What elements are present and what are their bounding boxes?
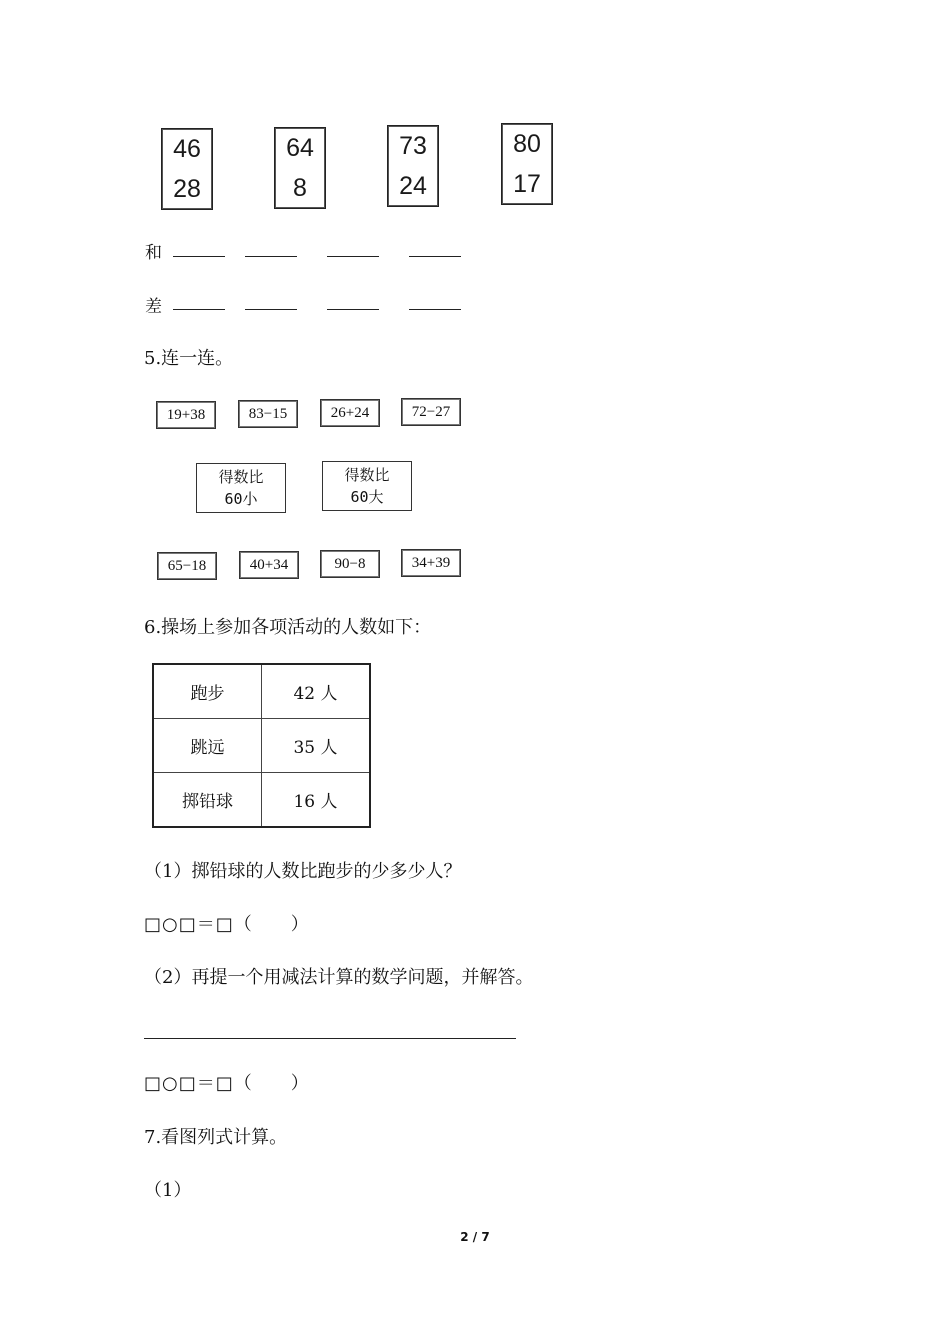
question-6-sub-2: （2）再提一个用减法计算的数学问题，并解答。 [144, 967, 534, 988]
card-top-number: 80 [513, 129, 541, 158]
category-line-2: 60小 [224, 490, 258, 508]
card-top-number: 64 [286, 133, 314, 162]
question-7-title: 7.看图列式计算。 [144, 1127, 288, 1148]
count-cell: 42 人 [262, 664, 371, 719]
question-5-title: 5.连一连。 [144, 348, 234, 369]
sum-label: 和 [145, 243, 162, 263]
diff-blank-3[interactable] [327, 309, 379, 310]
diff-label: 差 [145, 297, 162, 317]
diff-blank-4[interactable] [409, 309, 461, 310]
bottom-expression-3[interactable]: 90−8 [320, 550, 380, 578]
bottom-expression-1[interactable]: 65−18 [157, 552, 217, 580]
count-cell: 35 人 [262, 719, 371, 773]
bottom-expression-4[interactable]: 34+39 [401, 549, 461, 577]
sum-blank-3[interactable] [327, 256, 379, 257]
table-row [153, 664, 370, 719]
activity-cell: 跑步 [153, 664, 262, 719]
answer-formula-2[interactable]: □○□＝□（ ） [144, 1073, 310, 1094]
page-number: 2 / 7 [460, 1230, 490, 1244]
top-expression-4[interactable]: 72−27 [401, 398, 461, 426]
sum-blank-4[interactable] [409, 256, 461, 257]
diff-blank-1[interactable] [173, 309, 225, 310]
category-line-2: 60大 [350, 488, 384, 506]
activity-table [152, 663, 371, 828]
number-card-1 [161, 128, 213, 210]
category-line-1: 得数比 [218, 468, 264, 486]
top-expression-1[interactable]: 19+38 [156, 401, 216, 429]
sum-blank-1[interactable] [173, 256, 225, 257]
number-card-4 [501, 123, 553, 205]
question-answer-line[interactable] [144, 1038, 516, 1039]
top-expression-2[interactable]: 83−15 [238, 400, 298, 428]
number-card-2 [274, 127, 326, 209]
question-7-sub-1: （1） [144, 1180, 192, 1201]
number-card-3 [387, 125, 439, 207]
card-bottom-number: 17 [513, 169, 541, 198]
card-top-number: 73 [399, 131, 427, 160]
count-cell: 16 人 [262, 773, 371, 828]
top-expression-3[interactable]: 26+24 [320, 399, 380, 427]
diff-blank-2[interactable] [245, 309, 297, 310]
card-bottom-number: 8 [293, 173, 307, 202]
bottom-expression-2[interactable]: 40+34 [239, 551, 299, 579]
table-row [153, 773, 370, 828]
answer-formula-1[interactable]: □○□＝□（ ） [144, 914, 310, 935]
table-row [153, 719, 370, 773]
category-greater-than-60[interactable] [322, 461, 412, 511]
sum-blank-2[interactable] [245, 256, 297, 257]
card-bottom-number: 24 [399, 171, 427, 200]
category-line-1: 得数比 [344, 466, 390, 484]
category-less-than-60[interactable] [196, 463, 286, 513]
activity-cell: 掷铅球 [153, 773, 262, 828]
card-bottom-number: 28 [173, 174, 201, 203]
question-6-sub-1: （1）掷铅球的人数比跑步的少多少人？ [144, 861, 462, 882]
activity-cell: 跳远 [153, 719, 262, 773]
card-top-number: 46 [173, 134, 201, 163]
question-6-title: 6.操场上参加各项活动的人数如下： [144, 617, 432, 638]
